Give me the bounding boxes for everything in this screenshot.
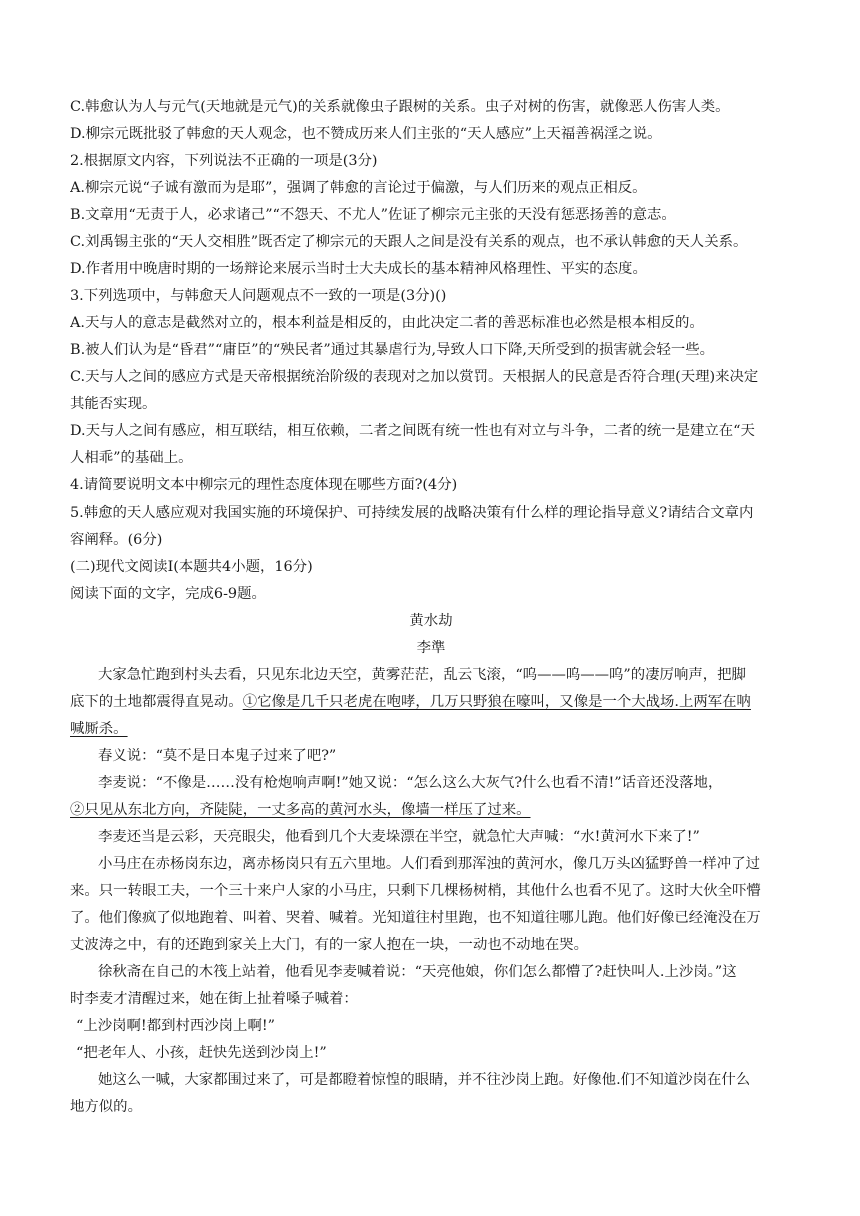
q5-stem-line1: 5.韩愈的天人感应观对我国实施的环境保护、可持续发展的战略决策有什么样的理论指导意义?请结合文章内 [70, 505, 754, 521]
reading-instruction: 阅读下面的文字，完成6-9题。 [70, 586, 266, 602]
q3-option-a: A.天与人的意志是截然对立的，根本利益是相反的，由此决定二者的善恶标准也必然是根本相反的。 [70, 315, 704, 331]
q5-stem-line2: 容阐释。(6分) [70, 532, 163, 548]
paragraph-3-line2 [70, 797, 792, 823]
q2-option-d: D.作者用中晚唐时期的一场辩论来展示当时士大夫成长的基本精神风格理性、平实的态度。 [70, 261, 647, 277]
underlined-sentence-2: ②只见从东北方向，齐陡陡，一丈多高的黄河水头，像墙一样压了过来。 [70, 802, 531, 818]
story-title: 黄水劫 [409, 613, 453, 629]
q1-option-c: C.韩愈认为人与元气(天地就是元气)的关系就像虫子跟树的关系。虫子对树的伤害，就像恶人伤害人类。 [70, 99, 730, 115]
q2-option-c: C.刘禹锡主张的“天人交相胜”既否定了柳宗元的天跟人之间是没有关系的观点，也不承认韩愈的天人关系。 [70, 234, 748, 250]
paragraph-6-line2: 时李麦才清醒过来，她在街上扯着嗓子喊着： [70, 991, 358, 1007]
q3-option-d-line2: 人相乖”的基础上。 [70, 450, 193, 466]
q3-stem: 3.下列选项中，与韩愈天人问题观点不一致的一项是(3分)() [70, 288, 447, 304]
q3-option-b: B.被人们认为是“昏君”“庸臣”的“殃民者”通过其暴虐行为,导致人口下降,天所受到的损害就会轻一些。 [70, 342, 715, 358]
paragraph-5-line2: 来。只一转眼工夫，一个三十来户人家的小马庄，只剩下几棵杨树梢，其他什么也看不见了。这时大伙全吓懵 [70, 883, 761, 899]
q4-stem: 4.请简要说明文本中柳宗元的理性态度体现在哪些方面?(4分) [70, 477, 458, 493]
q1-option-d: D.柳宗元既批驳了韩愈的天人观念，也不赞成历来人们主张的“天人感应”上天福善祸淫之说。 [70, 126, 662, 142]
q2-stem: 2.根据原文内容，下列说法不正确的一项是(3分) [70, 153, 378, 169]
paragraph-1-line1: 大家急忙跑到村头去看，只见东北边天空，黄雾茫茫，乱云飞滚，“呜——呜——呜”的凄厉响声，把脚 [98, 667, 746, 683]
section-heading: (二)现代文阅读Ⅰ(本题共4小题，16分) [70, 559, 313, 575]
underlined-sentence-1-end: 喊厮杀。 [70, 721, 128, 737]
paragraph-4: 李麦还当是云彩，天亮眼尖，他看到几个大麦垛漂在半空，就急忙大声喊：“水!黄河水下来了!” [98, 829, 700, 845]
paragraph-5-line3: 了。他们像疯了似地跑着、叫着、哭着、喊着。光知道往村里跑，也不知道往哪儿跑。他们好像已经淹没在万 [70, 910, 761, 926]
paragraph-9-line2: 地方似的。 [70, 1099, 142, 1115]
paragraph-8: “把老年人、小孩，赶快先送到沙岗上!” [76, 1045, 327, 1061]
paragraph-2: 春义说：“莫不是日本鬼子过来了吧?” [98, 748, 337, 764]
paragraph-5-line1: 小马庄在赤杨岗东边，离赤杨岗只有五六里地。人们看到那浑浊的黄河水，像几万头凶猛野兽一样冲了过 [98, 856, 760, 872]
paragraph-1-text: 底下的土地都震得直晃动。 [70, 694, 243, 710]
paragraph-7: “上沙岗啊!都到村西沙岗上啊!” [76, 1018, 275, 1034]
paragraph-9-line1: 她这么一喊，大家都围过来了，可是都瞪着惊惶的眼睛，并不往沙岗上跑。好像他.们不知道沙岗在什么 [98, 1072, 751, 1088]
q3-option-d-line1: D.天与人之间有感应，相互联结，相互依赖，二者之间既有统一性也有对立与斗争，二者的统一是建立在“天 [70, 423, 755, 439]
story-author: 李準 [416, 640, 446, 656]
q3-option-c-line1: C.天与人之间的感应方式是天帝根据统治阶级的表现对之加以赏罚。天根据人的民意是否符合理(天理)来决定 [70, 369, 759, 385]
q3-option-c-line2: 其能否实现。 [70, 396, 157, 412]
paragraph-3-line1: 李麦说：“不像是……没有枪炮响声啊!”她又说：“怎么这么大灰气?什么也看不清!”话音还没落地， [98, 775, 723, 791]
underlined-sentence-1: ①它像是几千只老虎在咆哮，几万只野狼在嚎叫，又像是一个大战场.上两军在呐 [242, 694, 751, 710]
paragraph-1-line3 [70, 716, 792, 742]
paragraph-1-line2 [70, 689, 792, 715]
paragraph-6-line1: 徐秋斋在自己的木筏上站着，他看见李麦喊着说：“天亮他娘，你们怎么都懵了?赶快叫人.上沙岗。”这 [98, 964, 737, 980]
paragraph-5-line4: 丈波涛之中，有的还跑到家关上大门，有的一家人抱在一块，一动也不动地在哭。 [70, 937, 589, 953]
q2-option-a: A.柳宗元说“子诚有激而为是耶”，强调了韩愈的言论过于偏激，与人们历来的观点正相反。 [70, 180, 647, 196]
q2-option-b: B.文章用“无责于人，必求诸己”“不怨天、不尤人”佐证了柳宗元主张的天没有惩恶扬善的意志。 [70, 207, 676, 223]
